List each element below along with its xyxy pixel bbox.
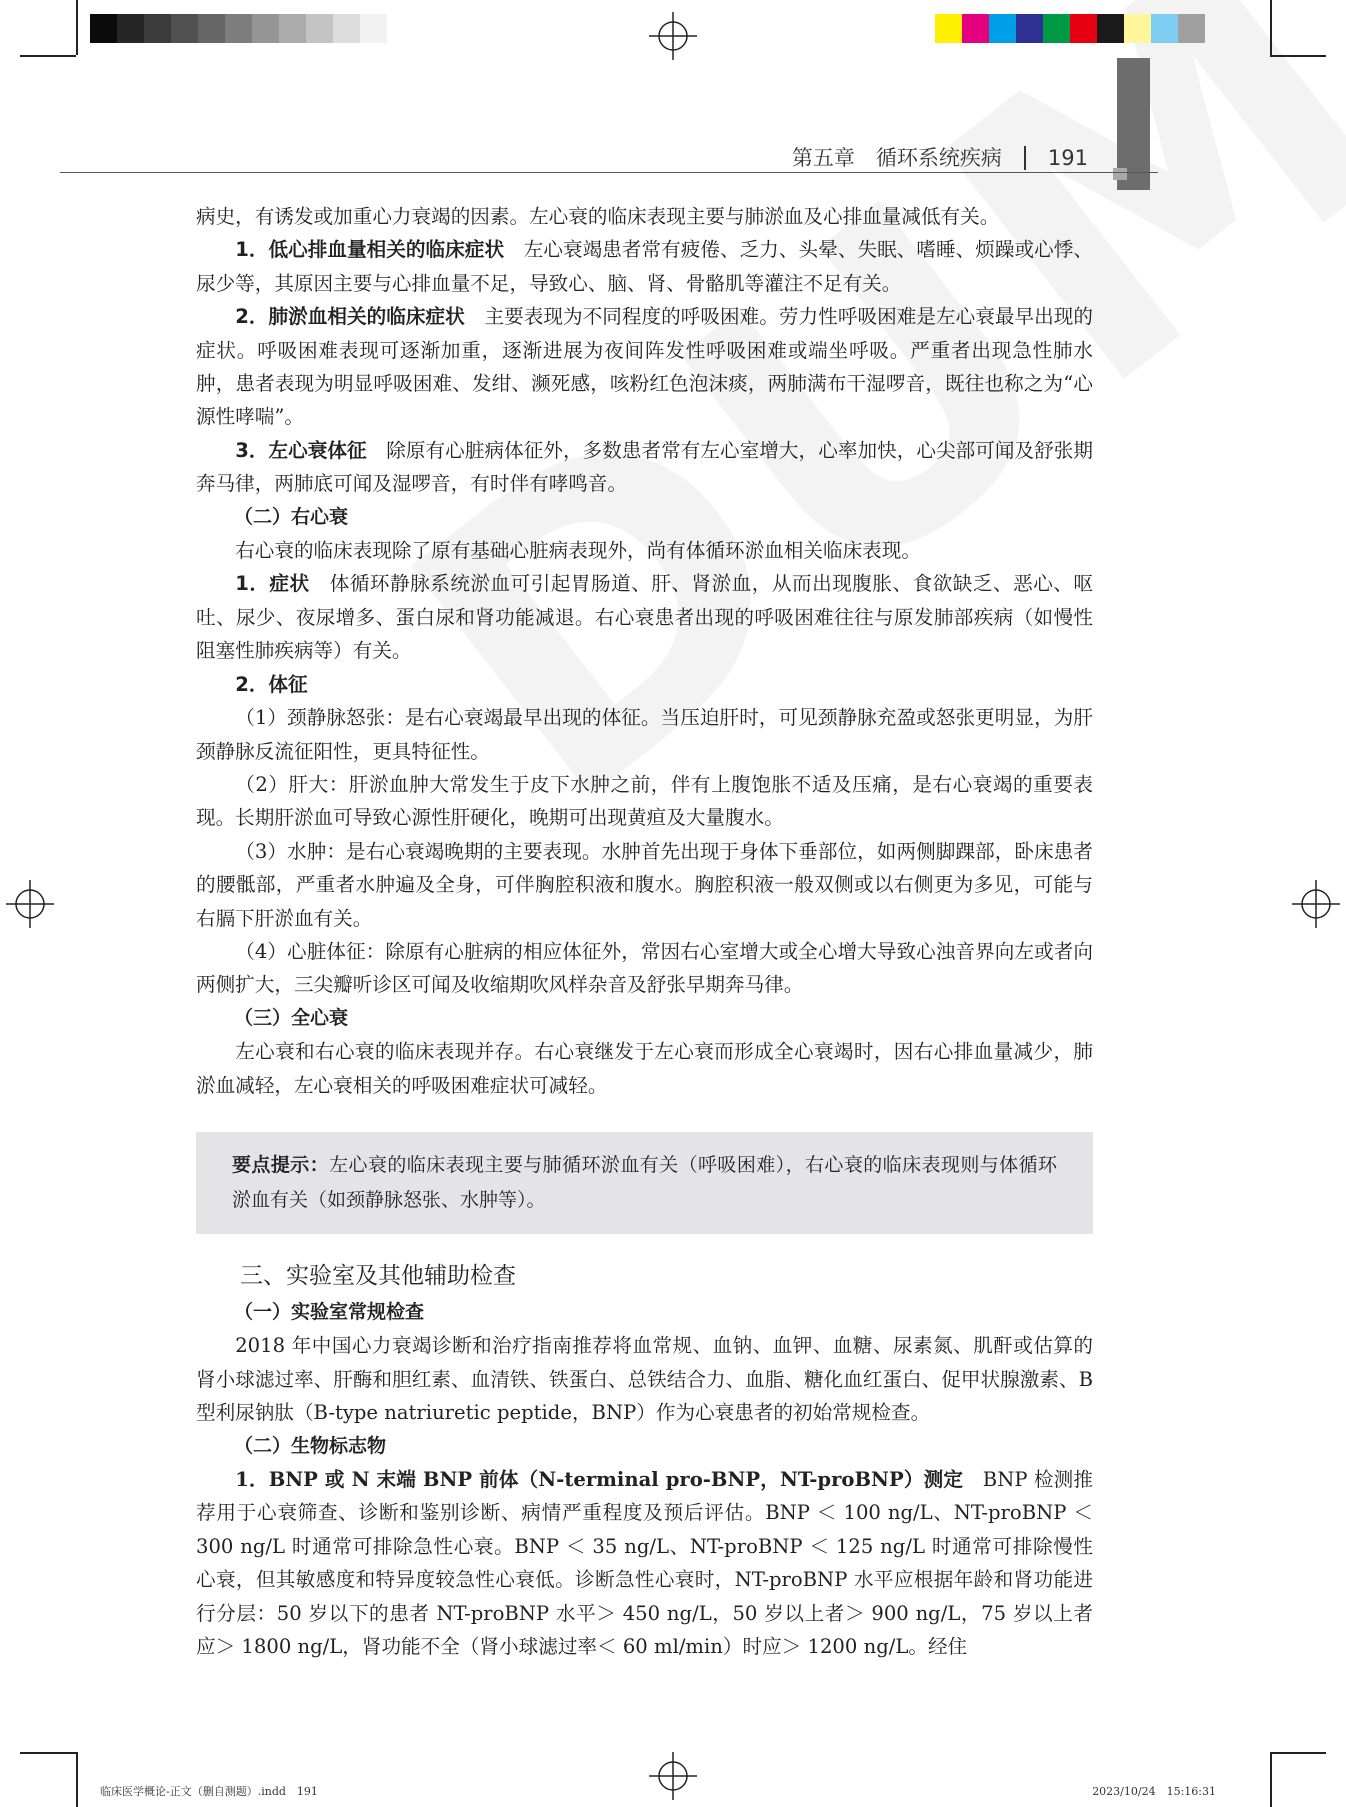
paragraph: 病史，有诱发或加重心力衰竭的因素。左心衰的临床表现主要与肺淤血及心排血量减低有关。 <box>196 205 1000 228</box>
color-swatch <box>1070 14 1097 43</box>
registration-mark-top <box>649 12 697 60</box>
header-rule <box>60 172 1158 173</box>
item-label: 1．低心排血量相关的临床症状 <box>235 238 505 262</box>
registration-mark-right <box>1292 880 1340 928</box>
color-swatch <box>198 14 225 43</box>
paragraph: 2018 年中国心力衰竭诊断和治疗指南推荐将血常规、血钠、血钾、血糖、尿素氮、肌酐或估算的肾小球滤过率、肝酶和胆红素、血清铁、铁蛋白、总铁结合力、血脂、糖化血红蛋白、促甲状腺激素、B 型利尿钠肽（B-type natriuretic peptide，BNP）作为心衰患者的初始常规检查。 <box>196 1334 1093 1425</box>
item-label: 2．肺淤血相关的临床症状 <box>235 305 465 329</box>
paragraph: 1．低心排血量相关的临床症状 左心衰竭患者常有疲倦、乏力、头晕、失眠、嗜睡、烦躁或心悸、尿少等，其原因主要与心排血量不足，导致心、脑、肾、骨骼肌等灌注不足有关。 <box>196 238 1093 295</box>
registration-mark-bottom <box>649 1752 697 1800</box>
color-swatch <box>252 14 279 43</box>
color-swatch <box>962 14 989 43</box>
subheading-biomarkers: （二）生物标志物 <box>234 1434 387 1457</box>
color-swatch <box>117 14 144 43</box>
subheading-lab-tests: （一）实验室常规检查 <box>234 1300 425 1323</box>
color-swatch <box>333 14 360 43</box>
paragraph: （2）肝大：肝淤血肿大常发生于皮下水肿之前，伴有上腹饱胀不适及压痛，是右心衰竭的重要表现。长期肝淤血可导致心源性肝硬化，晚期可出现黄疸及大量腹水。 <box>196 772 1093 830</box>
paragraph: 右心衰的临床表现除了原有基础心脏病表现外，尚有体循环淤血相关临床表现。 <box>235 539 921 563</box>
color-swatch <box>1178 14 1205 43</box>
section-heading: 三、实验室及其他辅助检查 <box>240 1262 516 1289</box>
color-swatch <box>279 14 306 43</box>
registration-mark-left <box>6 880 54 928</box>
color-swatch <box>1043 14 1070 43</box>
color-swatch <box>306 14 333 43</box>
color-swatch <box>989 14 1016 43</box>
color-swatch <box>1097 14 1124 43</box>
paragraph: 左心衰和右心衰的临床表现并存。右心衰继发于左心衰而形成全心衰竭时，因右心排血量减少，肺淤血减轻，左心衰相关的呼吸困难症状可减轻。 <box>196 1040 1093 1097</box>
key-point-text: 左心衰的临床表现主要与肺循环淤血有关（呼吸困难），右心衰的临床表现则与体循环淤血有关（如颈静脉怒张、水肿等）。 <box>232 1153 1057 1211</box>
item-label: 3．左心衰体征 <box>235 438 367 462</box>
item-label: 1．BNP 或 N 末端 BNP 前体（N-terminal pro-BNP，NT-proBNP）测定 <box>235 1468 964 1491</box>
paragraph: 2．肺淤血相关的临床症状 主要表现为不同程度的呼吸困难。劳力性呼吸困难是左心衰最早出现的症状。呼吸困难表现可逐渐加重，逐渐进展为夜间阵发性呼吸困难或端坐呼吸。严重者出现急性肺水肿，患者表现为明显呼吸困难、发绀、濒死感，咳粉红色泡沫痰，两肺满布干湿啰音，既往也称之为“心源性哮喘”。 <box>196 305 1093 429</box>
header-separator <box>1024 146 1026 170</box>
page-number: 191 <box>1047 146 1088 170</box>
color-swatch <box>171 14 198 43</box>
subheading-right-heart-failure: （二）右心衰 <box>234 505 349 528</box>
paragraph: 1．BNP 或 N 末端 BNP 前体（N-terminal pro-BNP，NT-proBNP）测定 BNP 检测推荐用于心衰筛查、诊断和鉴别诊断、病情严重程度及预后评估。BNP ＜ 100 ng/L、NT-proBNP ＜ 300 ng/L 时通常可排除急性心衰。BNP ＜ 35 ng/L、NT-proBNP ＜ 125 ng/L 时通常可排除慢性心衰，但其敏感度和特异度较急性心衰低。诊断急性心衰时，NT-proBNP 水平应根据年龄和肾功能进行分层：50 岁以下的患者 NT-proBNP 水平＞ 450 ng/L，50 岁以上者＞ 900 ng/L，75 岁以上者应＞ 1800 ng/L，肾功能不全（肾小球滤过率＜ 60 ml/min）时应＞ 1200 ng/L。经住 <box>196 1468 1093 1659</box>
footer-file-name: 临床医学概论-正文（删自测题）.indd 191 <box>100 1785 318 1798</box>
color-swatch <box>225 14 252 43</box>
item-label: 2．体征 <box>235 672 308 696</box>
item-label: 1．症状 <box>235 572 310 596</box>
running-head <box>792 142 1088 172</box>
color-swatch <box>360 14 387 43</box>
color-swatch <box>90 14 117 43</box>
color-swatch <box>1016 14 1043 43</box>
color-swatch <box>935 14 962 43</box>
footer-timestamp: 2023/10/24 15:16:31 <box>1092 1785 1216 1798</box>
paragraph <box>196 668 1093 701</box>
color-swatch <box>1124 14 1151 43</box>
paragraph: （4）心脏体征：除原有心脏病的相应体征外，常因右心室增大或全心增大导致心浊音界向左或者向两侧扩大，三尖瓣听诊区可闻及收缩期吹风样杂音及舒张早期奔马律。 <box>196 939 1093 997</box>
paragraph: （1）颈静脉怒张：是右心衰竭最早出现的体征。当压迫肝时，可见颈静脉充盈或怒张更明显，为肝颈静脉反流征阳性，更具特征性。 <box>196 706 1093 763</box>
thumb-tab-notch <box>1113 168 1127 180</box>
paragraph: 3．左心衰体征 除原有心脏病体征外，多数患者常有左心室增大，心率加快，心尖部可闻及舒张期奔马律，两肺底可闻及湿啰音，有时伴有哮鸣音。 <box>196 438 1093 496</box>
paragraph: 1．症状 体循环静脉系统淤血可引起胃肠道、肝、肾淤血，从而出现腹胀、食欲缺乏、恶心、呕吐、尿少、夜尿增多、蛋白尿和肾功能减退。右心衰患者出现的呼吸困难往往与原发肺部疾病（如慢性阻塞性肺疾病等）有关。 <box>196 572 1093 663</box>
key-point-label: 要点提示： <box>232 1153 330 1176</box>
color-swatch <box>1151 14 1178 43</box>
key-point-box <box>196 1132 1093 1234</box>
subheading-total-heart-failure: （三）全心衰 <box>234 1006 349 1029</box>
page-body <box>196 200 1093 1663</box>
paragraph: （3）水肿：是右心衰竭晚期的主要表现。水肿首先出现于身体下垂部位，如两侧脚踝部，卧床患者的腰骶部，严重者水肿遍及全身，可伴胸腔积液和腹水。胸腔积液一般双侧或以右侧更为多见，可能与右膈下肝淤血有关。 <box>196 839 1093 930</box>
chapter-title: 第五章 循环系统疾病 <box>791 146 1002 170</box>
color-swatch <box>144 14 171 43</box>
